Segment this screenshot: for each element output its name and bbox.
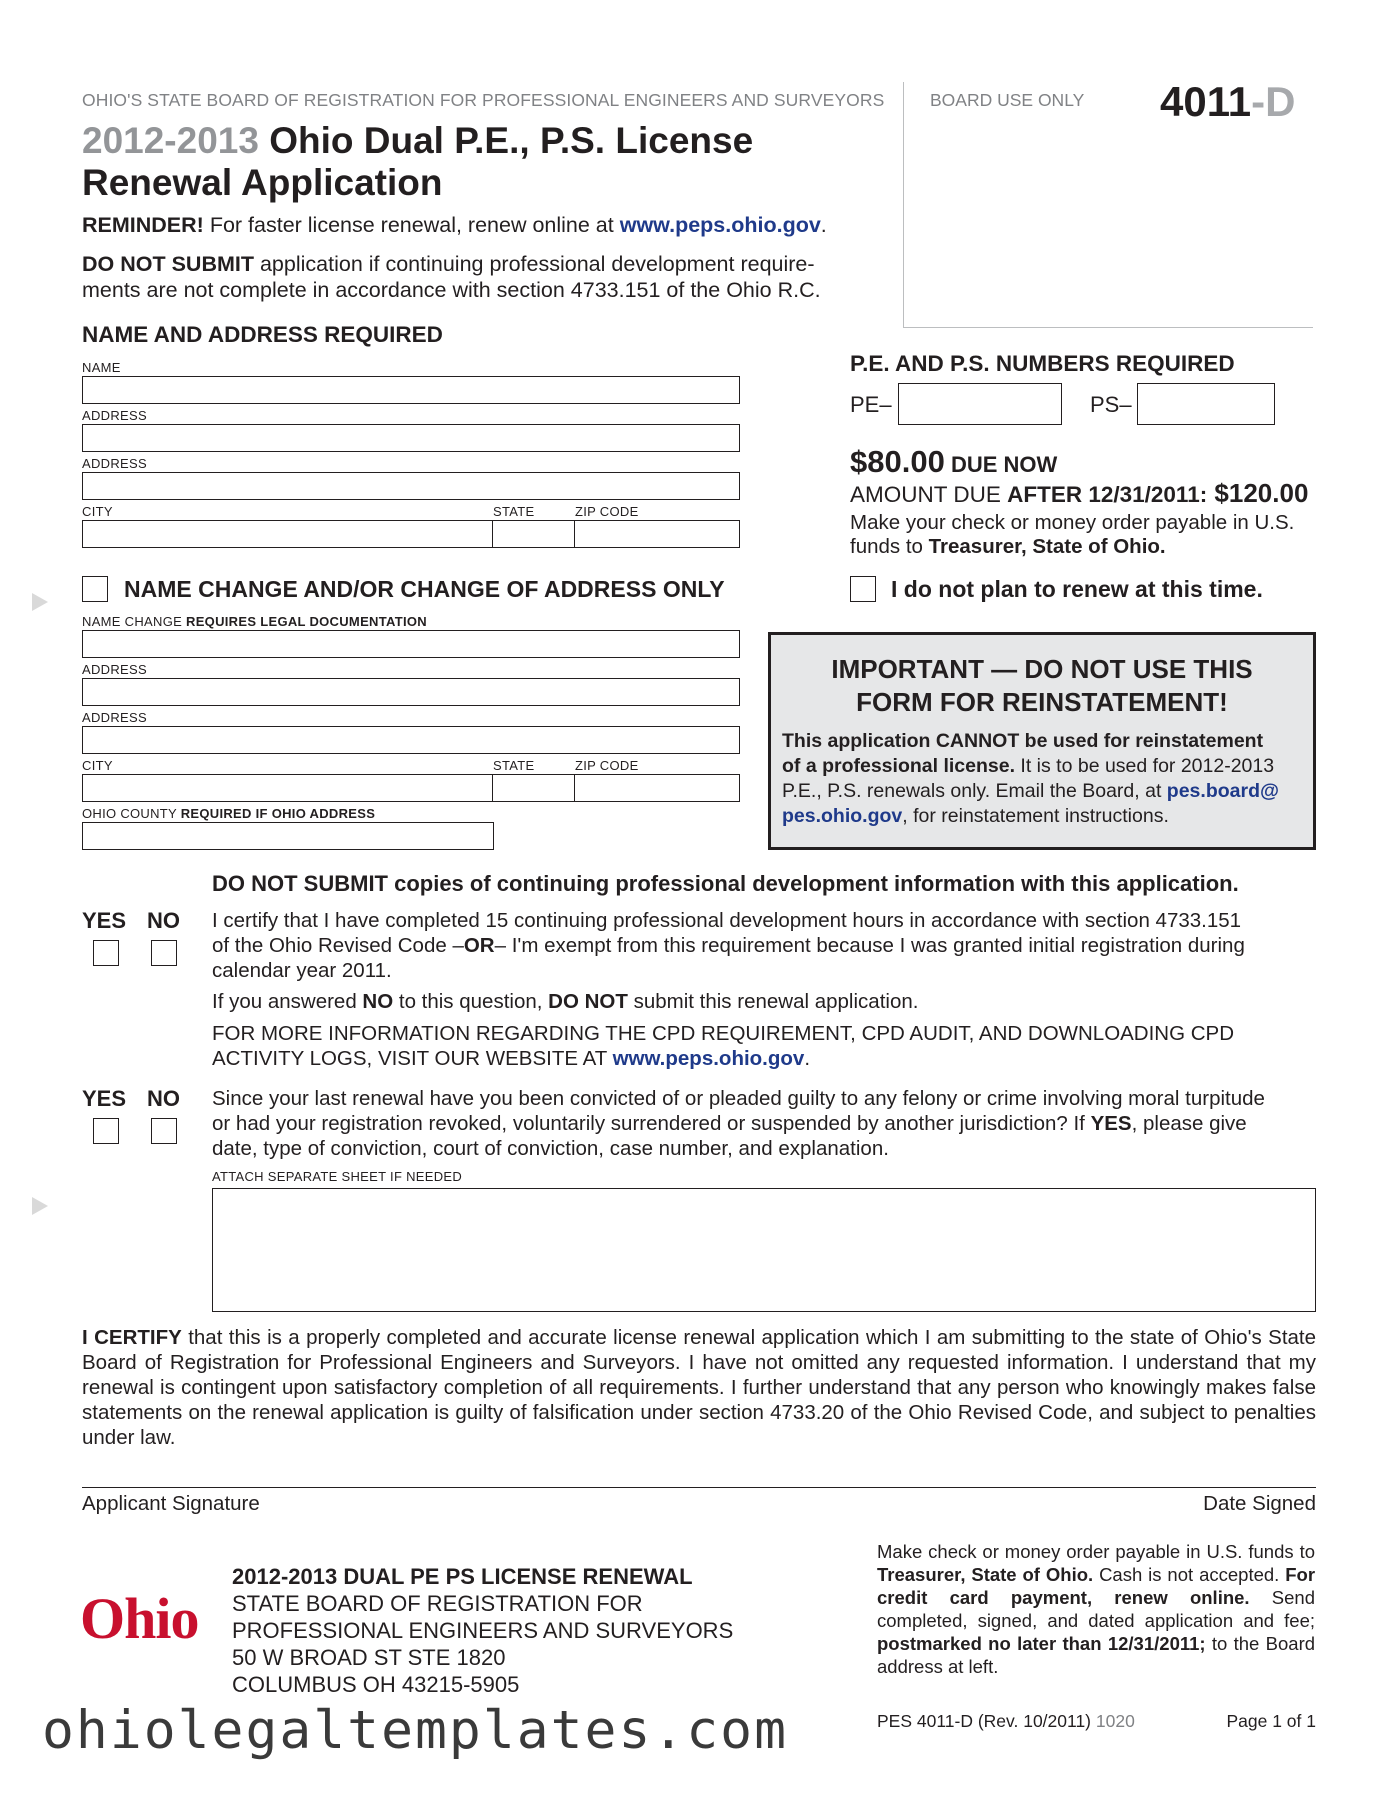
dns-line1: application if continuing professional development require- [254,252,815,276]
address2-label: ADDRESS [82,456,147,471]
more-line1: FOR MORE INFORMATION REGARDING THE CPD REQUIREMENT, CPD AUDIT, AND DOWNLOADING CPD [212,1022,1235,1045]
cpd-q1-or: OR [463,934,495,957]
conv-line3: date, type of conviction, court of conviction, case number, and explanation. [212,1137,889,1160]
conv-no-label: NO [147,1086,180,1111]
city-label: CITY [82,504,113,519]
fee-after-bold: AFTER 12/31/2011: [1007,482,1208,507]
important-line1: IMPORTANT — DO NOT USE THIS [831,654,1253,684]
certify-text [82,1325,1316,1450]
fee-amount: $80.00 [850,444,945,479]
pay3a: accepted. [1199,1564,1286,1585]
name-change-prefix: NAME CHANGE [82,614,187,629]
cpd-no-label: NO [147,908,180,933]
reminder-link[interactable]: www.peps.ohio.gov [619,213,821,237]
reminder-bold: REMINDER! [82,213,204,237]
header-divider [903,82,904,327]
cpd-question [212,908,1245,983]
fee-payable [850,511,1294,559]
address-line2: PROFESSIONAL ENGINEERS AND SURVEYORS [232,1618,734,1643]
board-use-bottom-line [903,327,1313,328]
watermark: ohiolegaltemplates.com [42,1700,788,1761]
pay2b: Treasurer, State of Ohio. [877,1564,1094,1585]
marker-arrow [32,593,48,611]
ans-c: submit this renewal application. [627,990,919,1013]
pay2c: Cash is not [1093,1564,1194,1585]
reminder [82,213,827,238]
important-box [768,632,1316,850]
new-zip-field[interactable] [574,774,740,802]
rev-code: 1020 [1095,1711,1135,1731]
new-name-field[interactable] [82,630,740,658]
cpd-no-checkbox[interactable] [151,940,177,966]
fee-after-amount: $120.00 [1207,478,1309,508]
cpd-answer-note [212,990,918,1014]
pay4a: online. [1189,1587,1250,1608]
title-years: 2012-2013 [82,120,259,161]
pay6a: 12/31/2011; [1107,1633,1206,1654]
rev-text: PES 4011-D (Rev. 10/2011) [877,1711,1091,1731]
pay5a: application and fee; [1144,1610,1315,1631]
name-change-heading: NAME CHANGE AND/OR CHANGE OF ADDRESS ONLY [124,576,725,602]
important-t2: It is to be used for 2012-2013 [1015,755,1275,777]
address1-field[interactable] [82,424,740,452]
name-change-checkbox[interactable] [82,576,108,602]
pay4b: Send completed, signed, and dated [877,1587,1315,1631]
cpd-heading: DO NOT SUBMIT copies of continuing professional development information with this application. [212,871,1239,896]
cpd-yes-checkbox[interactable] [93,940,119,966]
pe-number-field[interactable] [898,383,1062,425]
conv-yes-checkbox[interactable] [93,1118,119,1144]
county-bold: REQUIRED IF OHIO ADDRESS [180,806,376,821]
important-heading [771,653,1313,719]
more-link[interactable]: www.peps.ohio.gov [612,1047,805,1070]
numbers-heading: P.E. AND P.S. NUMBERS REQUIRED [850,351,1235,376]
dns-bold: DO NOT SUBMIT [82,252,254,276]
conv-line2b: , please give [1131,1112,1247,1135]
address2-field[interactable] [82,472,740,500]
new-address2-field[interactable] [82,726,740,754]
conv-yes-label: YES [82,1086,127,1111]
new-city-label: CITY [82,758,113,773]
cpd-yes-label: YES [82,908,127,933]
title-line2: Renewal Application [82,162,443,203]
more-line2: ACTIVITY LOGS, VISIT OUR WEBSITE AT [212,1047,613,1070]
new-city-field[interactable] [82,774,494,802]
form-number-suffix: -D [1251,78,1296,125]
fee-due-now [850,444,1057,480]
pay1: Make check or money order payable in U.S. [877,1541,1243,1562]
ps-number-field[interactable] [1137,383,1275,425]
new-state-label: STATE [493,758,535,773]
board-name: OHIO'S STATE BOARD OF REGISTRATION FOR PROFESSIONAL ENGINEERS AND SURVEYORS [82,90,885,110]
attach-label: ATTACH SEPARATE SHEET IF NEEDED [212,1169,463,1184]
state-label: STATE [493,504,535,519]
certify-line2: Ohio's State Board of Registration for Professional Engineers and Surveyors. I have not omitted any requested information. I [82,1326,1317,1374]
ohio-logo: Ohio [80,1586,199,1651]
do-not-submit-note [82,251,821,303]
county-label [82,806,375,821]
marker-arrow-2 [32,1197,48,1215]
city-field[interactable] [82,520,494,548]
conv-question [212,1086,1265,1161]
zip-field[interactable] [574,520,740,548]
form-number [1160,78,1295,126]
county-prefix: OHIO COUNTY [82,806,181,821]
no-renew-checkbox[interactable] [850,576,876,602]
address-title: 2012-2013 DUAL PE PS LICENSE RENEWAL [232,1564,693,1589]
no-renew-label: I do not plan to renew at this time. [891,576,1263,602]
important-t3: P.E., P.S. renewals only. Email the Board, at [782,780,1167,802]
cpd-q1-line2b: – I'm exempt from this requirement because I was granted initial registration during [494,934,1245,957]
new-address2-label: ADDRESS [82,710,147,725]
pay3b: For credit card payment, renew [877,1564,1316,1608]
pay2a: funds to [1248,1541,1315,1562]
pay5b: postmarked no later than [877,1633,1102,1654]
date-signed-label: Date Signed [1203,1492,1316,1515]
new-state-field[interactable] [492,774,576,802]
board-use-label: BOARD USE ONLY [930,90,1085,110]
title-main: Ohio Dual P.E., P.S. License [258,120,754,161]
reminder-end: . [820,213,827,237]
ans-dn: DO NOT [548,990,628,1013]
conv-line1: Since your last renewal have you been convicted of or pleaded guilty to any felony or crime involving moral turpitude [212,1087,1265,1110]
form-revision [877,1711,1135,1732]
fee-due-label: DUE NOW [944,452,1058,477]
address-line1: STATE BOARD OF REGISTRATION FOR [232,1591,643,1616]
important-body [782,729,1279,829]
ans-no: NO [362,990,394,1013]
ps-label: PS– [1090,392,1132,417]
conv-no-checkbox[interactable] [151,1118,177,1144]
name-section-heading: NAME AND ADDRESS REQUIRED [82,322,443,347]
conv-line2-yes: YES [1090,1112,1132,1135]
email-link-part1[interactable]: pes.board@ [1166,780,1279,802]
name-change-label [82,614,427,629]
important-b1: This application CANNOT be used for reinstatement [782,730,1264,752]
state-field[interactable] [492,520,576,548]
new-address1-label: ADDRESS [82,662,147,677]
dns-line2: ments are not complete in accordance with section 4733.151 of the Ohio R.C. [82,278,821,302]
new-address1-field[interactable] [82,678,740,706]
payment-instructions [877,1540,1315,1678]
important-line2: FORM FOR REINSTATEMENT! [856,687,1228,717]
fee-after-prefix: AMOUNT DUE [850,482,1008,507]
important-b2: of a professional license. [782,755,1015,777]
address1-label: ADDRESS [82,408,147,423]
fee-payable-bold: Treasurer, State of Ohio. [928,535,1166,558]
certify-line5: Revised Code, and subject to penalties under law. [82,1401,1316,1449]
cpd-more-info [212,1021,1234,1071]
pay6b: to the Board address at left. [877,1633,1316,1677]
address-line3: 50 W BROAD ST STE 1820 [232,1645,506,1670]
ans-a: If you answered [212,990,363,1013]
board-address [232,1563,733,1698]
more-end: . [804,1047,811,1070]
email-link-part2[interactable]: pes.ohio.gov [782,805,903,827]
name-label: NAME [82,360,121,375]
ans-b: to this question, [393,990,549,1013]
applicant-signature-label: Applicant Signature [82,1492,260,1515]
certify-bold: I CERTIFY [82,1326,182,1349]
page-title [82,120,753,204]
conv-line2a: or had your registration revoked, voluntarily surrendered or suspended by another jurisdiction? If [212,1112,1091,1135]
address-line4: COLUMBUS OH 43215-5905 [232,1672,520,1697]
page-number: Page 1 of 1 [1226,1711,1316,1731]
cpd-q1-line3: calendar year 2011. [212,959,392,982]
name-change-bold: REQUIRES LEGAL DOCUMENTATION [186,614,427,629]
zip-label: ZIP CODE [575,504,639,519]
conviction-explanation-field[interactable] [212,1188,1316,1312]
fee-payable-line1: Make your check or money order payable in U.S. [850,511,1295,534]
cpd-q1-line1: I certify that I have completed 15 continuing professional development hours in accordance with section 4733.151 [212,909,1242,932]
county-field[interactable] [82,822,494,850]
important-t4: , for reinstatement instructions. [902,805,1169,827]
reminder-text: For faster license renewal, renew online at [203,213,620,237]
signature-line[interactable] [82,1487,1316,1488]
form-number-main: 4011 [1160,78,1252,125]
new-zip-label: ZIP CODE [575,758,639,773]
fee-after [850,478,1308,509]
certify-line3: understand that my renewal is contingent upon satisfactory completion of all requirements. I further understand that any person [82,1351,1317,1399]
name-field[interactable] [82,376,740,404]
cpd-q1-line2a: of the Ohio Revised Code – [212,934,464,957]
certify-line1: that this is a properly completed and accurate license renewal application which I am submitting to the state of [181,1326,1198,1349]
certify-line4: who knowingly makes false statements on the renewal application is guilty of falsification under section 4733.20 of the Ohio [82,1376,1316,1424]
pe-label: PE– [850,392,892,417]
fee-payable-prefix: funds to [850,535,929,558]
